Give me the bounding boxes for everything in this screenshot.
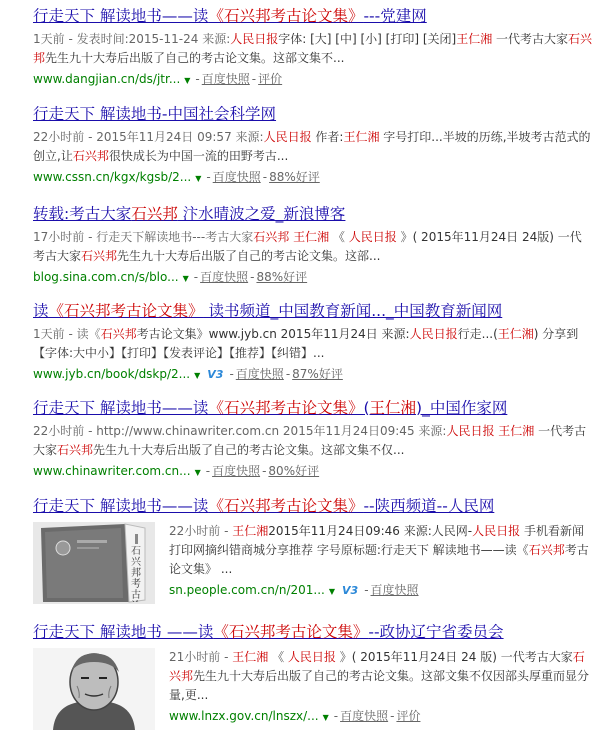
v3-badge-icon[interactable]: V3 <box>207 368 224 381</box>
v3-badge-icon[interactable]: V3 <box>342 584 359 597</box>
result-title-link[interactable]: 行走天下 解读地书-中国社会科学网 <box>33 105 277 123</box>
result-url[interactable]: sn.people.com.cn/n/201... <box>169 583 325 597</box>
snapshot-link[interactable]: 百度快照 <box>200 270 249 284</box>
result-title-link[interactable]: 行走天下 解读地书——读《石兴邦考古论文集》--陕西频道--人民网 <box>33 497 495 515</box>
snapshot-link[interactable]: 百度快照 <box>212 170 261 184</box>
result-snippet: 1天前 - 读《石兴邦考古论文集》www.jyb.cn 2015年11月24日 来源:人民日报行走...(王仁湘) 分享到【字体:大中小】【打印】【发表评论】【推荐】【纠错】... <box>33 327 579 360</box>
rating-link[interactable]: 评价 <box>258 72 283 86</box>
result-url-line: www.chinawriter.com.cn... ▼ - 百度快照 - 80%好评 <box>33 464 320 478</box>
dropdown-arrow-icon[interactable]: ▼ <box>184 76 191 85</box>
result-url[interactable]: blog.sina.com.cn/s/blo... <box>33 270 179 284</box>
snapshot-link[interactable]: 百度快照 <box>212 464 261 478</box>
result-url-line: www.dangjian.cn/ds/jtr... ▼ - 百度快照 - 评价 <box>33 72 283 86</box>
result-snippet: 22小时前 - 王仁湘2015年11月24日09:46 来源:人民网-人民日报 手机看新闻打印网摘纠错商城分享推荐 字号原标题:行走天下 解读地书——读《石兴邦考古论文集》 ... <box>169 524 589 576</box>
search-result <box>33 104 593 188</box>
search-result <box>33 496 593 608</box>
result-title-link[interactable]: 行走天下 解读地书——读《石兴邦考古论文集》(王仁湘)_中国作家网 <box>33 399 508 417</box>
dropdown-arrow-icon[interactable]: ▼ <box>194 371 201 380</box>
result-snippet: 1天前 - 发表时间:2015-11-24 来源:人民日报字体: [大] [中] [小] [打印] [关闭]王仁湘 一代考古大家石兴邦先生九十大寿后出版了自己的考古论文集。这部文集不... <box>33 32 593 65</box>
result-url[interactable]: www.dangjian.cn/ds/jtr... <box>33 72 181 86</box>
rating-link[interactable]: 87%好评 <box>292 367 343 381</box>
dropdown-arrow-icon[interactable]: ▼ <box>194 468 201 477</box>
result-url-line: blog.sina.com.cn/s/blo... ▼ - 百度快照 - 88%好评 <box>33 270 308 284</box>
rating-link[interactable]: 评价 <box>396 709 421 723</box>
snapshot-link[interactable]: 百度快照 <box>340 709 389 723</box>
result-url-line: sn.people.com.cn/n/201... ▼ V3 - 百度快照 <box>169 583 419 597</box>
result-url[interactable]: www.jyb.cn/book/dskp/2... <box>33 367 191 381</box>
result-snippet: 17小时前 - 行走天下解读地书---考古大家石兴邦 王仁湘 《 人民日报 》( 2015年11月24日 24版) 一代考古大家石兴邦先生九十大寿后出版了自己的考古论文集。这部... <box>33 230 582 263</box>
result-url[interactable]: www.lnzx.gov.cn/lnszx/... <box>169 709 319 723</box>
portrait-thumbnail[interactable] <box>33 648 155 730</box>
result-title-link[interactable]: 读《石兴邦考古论文集》 读书频道_中国教育新闻..._中国教育新闻网 <box>33 302 503 320</box>
rating-link[interactable]: 88%好评 <box>256 270 308 284</box>
dropdown-arrow-icon[interactable]: ▼ <box>195 174 202 183</box>
result-url[interactable]: www.chinawriter.com.cn... <box>33 464 191 478</box>
search-result <box>33 398 593 482</box>
dropdown-arrow-icon[interactable]: ▼ <box>322 713 329 722</box>
snapshot-link[interactable]: 百度快照 <box>201 72 250 86</box>
result-url-line: www.cssn.cn/kgx/kgsb/2... ▼ - 百度快照 - 88%好评 <box>33 170 320 184</box>
result-url[interactable]: www.cssn.cn/kgx/kgsb/2... <box>33 170 192 184</box>
book-spine-title: 石兴邦考古 <box>131 546 141 601</box>
rating-link[interactable]: 80%好评 <box>268 464 320 478</box>
rating-link[interactable]: 88%好评 <box>269 170 320 184</box>
search-result <box>33 6 593 90</box>
snapshot-link[interactable]: 百度快照 <box>370 583 419 597</box>
search-result <box>33 204 593 288</box>
dropdown-arrow-icon[interactable]: ▼ <box>328 587 336 596</box>
snapshot-link[interactable]: 百度快照 <box>235 367 284 381</box>
result-url-line: www.jyb.cn/book/dskp/2... ▼ V3 - 百度快照 - 87%好评 <box>33 367 343 381</box>
result-title-link[interactable]: 行走天下 解读地书——读《石兴邦考古论文集》---党建网 <box>33 7 427 25</box>
search-result <box>33 622 593 734</box>
book-cover-thumbnail[interactable] <box>33 522 155 604</box>
result-snippet: 22小时前 - 2015年11月24日 09:57 来源:人民日报 作者:王仁湘 字号打印...半坡的历练,半坡考古范式的创立,让石兴邦很快成长为中国一流的田野考古... <box>33 130 591 163</box>
result-url-line: www.lnzx.gov.cn/lnszx/... ▼ - 百度快照 - 评价 <box>169 709 421 723</box>
result-title-link[interactable]: 转载:考古大家石兴邦 汴水晴波之爱_新浪博客 <box>33 205 346 223</box>
result-snippet: 21小时前 - 王仁湘 《 人民日报 》( 2015年11月24日 24 版) 一代考古大家石兴邦先生九十大寿后出版了自己的考古论文集。这部文集不仅因部头厚重而显分量,更... <box>169 650 590 702</box>
search-result <box>33 301 593 385</box>
result-title-link[interactable]: 行走天下 解读地书 ——读《石兴邦考古论文集》--政协辽宁省委员会 <box>33 623 504 641</box>
result-snippet: 22小时前 - http://www.chinawriter.com.cn 2015年11月24日09:45 来源:人民日报 王仁湘 一代考古大家石兴邦先生九十大寿后出版了自己的考古论文集。这部文集不仅... <box>33 424 587 457</box>
dropdown-arrow-icon[interactable]: ▼ <box>182 274 189 283</box>
